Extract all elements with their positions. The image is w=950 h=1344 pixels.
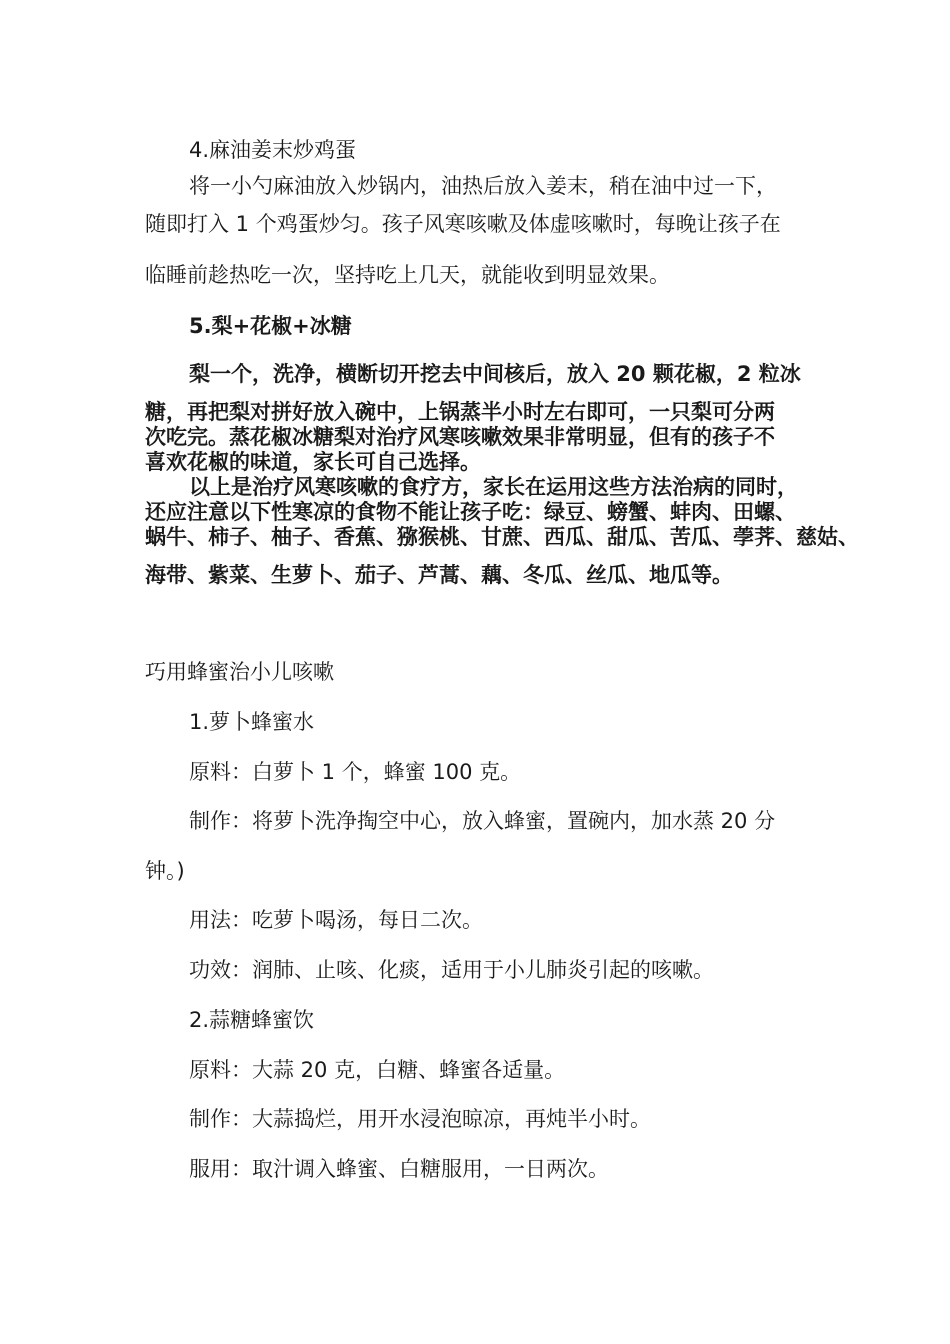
- section-5-paragraph-line: 喜欢花椒的味道，家长可自己选择。: [145, 450, 481, 474]
- section-5-paragraph-line: 以上是治疗风寒咳嗽的食疗方，家长在运用这些方法治病的同时，: [189, 475, 798, 499]
- recipe-2-usage: 服用：取汁调入蜂蜜、白糖服用，一日两次。: [189, 1157, 609, 1181]
- recipe-2-method: 制作：大蒜捣烂，用开水浸泡晾凉，再炖半小时。: [189, 1107, 651, 1131]
- section-4-paragraph-line: 将一小勺麻油放入炒锅内，油热后放入姜末，稍在油中过一下，: [189, 174, 777, 198]
- recipe-2-ingredients: 原料：大蒜 20 克，白糖、蜂蜜各适量。: [189, 1058, 566, 1082]
- recipe-1-effect: 功效：润肺、止咳、化痰，适用于小儿肺炎引起的咳嗽。: [189, 958, 714, 982]
- section-5-paragraph-line: 梨一个，洗净，横断切开挖去中间核后，放入 20 颗花椒，2 粒冰: [189, 362, 801, 386]
- section-4-paragraph-line: 随即打入 1 个鸡蛋炒匀。孩子风寒咳嗽及体虚咳嗽时，每晚让孩子在: [145, 212, 781, 236]
- recipe-2-title: 2.蒜糖蜂蜜饮: [189, 1008, 315, 1032]
- recipe-1-method-continued: 钟。): [145, 859, 185, 883]
- section-5-paragraph-line: 次吃完。蒸花椒冰糖梨对治疗风寒咳嗽效果非常明显，但有的孩子不: [145, 425, 775, 449]
- section-5-paragraph-line: 蜗牛、柿子、柚子、香蕉、猕猴桃、甘蔗、西瓜、甜瓜、苦瓜、荸荠、慈姑、: [145, 525, 859, 549]
- section-4-title: 4.麻油姜末炒鸡蛋: [189, 138, 357, 162]
- honey-section-heading: 巧用蜂蜜治小儿咳嗽: [145, 660, 334, 684]
- recipe-1-method: 制作：将萝卜洗净掏空中心，放入蜂蜜，置碗内，加水蒸 20 分: [189, 809, 776, 833]
- section-4-paragraph-line: 临睡前趁热吃一次，坚持吃上几天，就能收到明显效果。: [145, 263, 670, 287]
- recipe-1-title: 1.萝卜蜂蜜水: [189, 710, 315, 734]
- recipe-1-ingredients: 原料：白萝卜 1 个，蜂蜜 100 克。: [189, 760, 522, 784]
- section-5-paragraph-line: 还应注意以下性寒凉的食物不能让孩子吃：绿豆、螃蟹、蚌肉、田螺、: [145, 500, 796, 524]
- section-5-title: 5.梨+花椒+冰糖: [189, 314, 352, 338]
- recipe-1-usage: 用法：吃萝卜喝汤，每日二次。: [189, 908, 483, 932]
- section-5-paragraph-line: 糖，再把梨对拼好放入碗中，上锅蒸半小时左右即可，一只梨可分两: [145, 400, 775, 424]
- section-5-paragraph-line: 海带、紫菜、生萝卜、茄子、芦蒿、藕、冬瓜、丝瓜、地瓜等。: [145, 563, 733, 587]
